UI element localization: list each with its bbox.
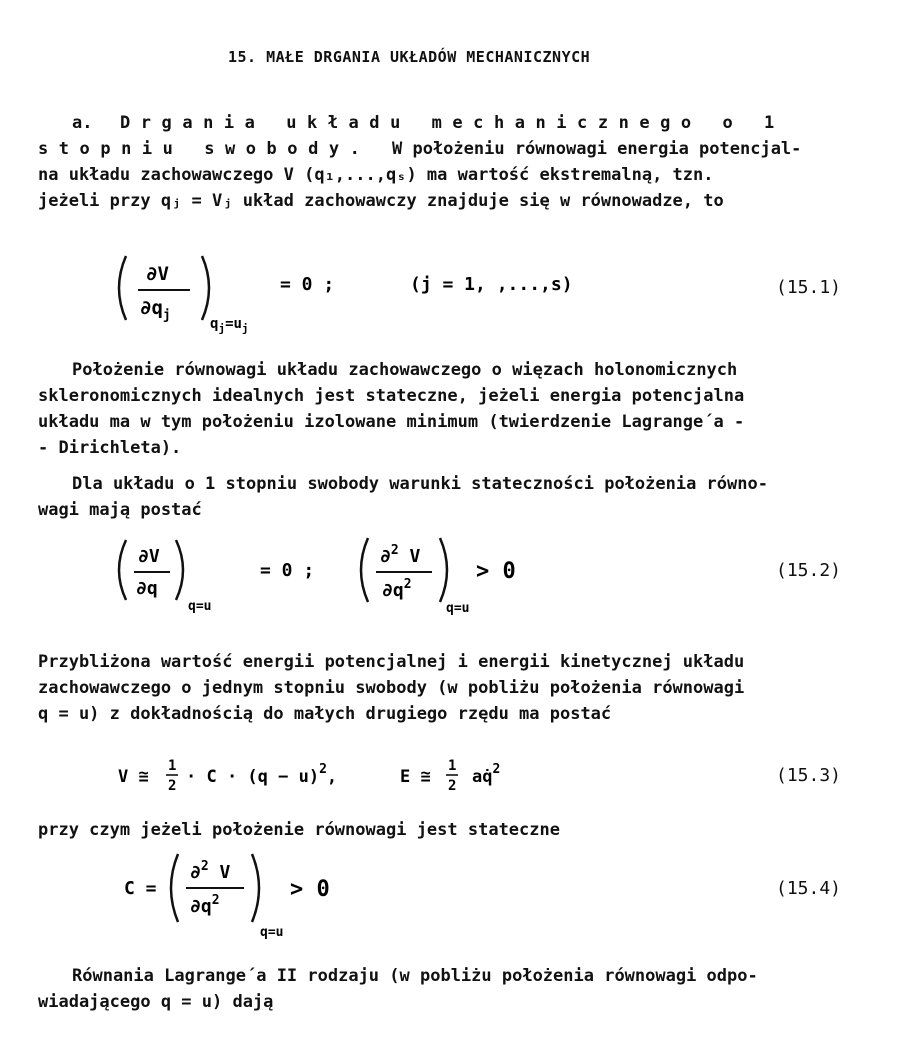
paragraph-3-line-2: wagi mają postać — [38, 500, 202, 520]
equation-15-1-label: (15.1) — [776, 277, 842, 298]
svg-text:1: 1 — [448, 758, 457, 774]
svg-text:· C · (q − u)2,: · $C \cdot (q - u)^2$, — [186, 762, 338, 787]
svg-text:∂q2: $\partial q^2$ — [190, 893, 220, 917]
svg-text:∂2 V: ∂$^2$ V — [380, 543, 421, 567]
paragraph-6-line-2: wiadającego q = u) dają — [38, 992, 274, 1012]
svg-text:∂qj: $\partial q_j$ — [140, 297, 171, 323]
subsection-heading-line2: stopniu swobody. — [38, 139, 371, 159]
paragraph-3-line-1: Dla układu o 1 stopniu swobody warunki stateczności położenia równo- — [72, 474, 768, 494]
svg-text:V ≅: V ≅ — [118, 767, 149, 787]
paragraph-6-line-1: Równania Lagrange´a II rodzaju (w pobliżu położenia równowagi odpo- — [72, 966, 758, 986]
equation-15-3-label: (15.3) — [776, 765, 842, 786]
equation-15-3 — [110, 754, 670, 804]
svg-text:q=u: q=u — [446, 601, 470, 616]
section-title: 15. MAŁE DRGANIA UKŁADÓW MECHANICZNYCH — [228, 48, 591, 66]
svg-text:2: 2 — [448, 778, 457, 794]
equation-15-1 — [110, 250, 670, 340]
svg-text:E ≅: E ≅ — [400, 767, 431, 787]
paragraph-2-line-4: - Dirichleta). — [38, 438, 182, 458]
equation-15-4-label: (15.4) — [776, 878, 842, 899]
svg-text:q=u: q=u — [188, 599, 212, 614]
svg-text:= 0 ;: = 0 ; — [280, 274, 335, 295]
paragraph-4-line-3: q = u) z dokładnością do małych drugiego rzędu ma postać — [38, 704, 612, 724]
paragraph-5: przy czym jeżeli położenie równowagi jest stateczne — [38, 820, 560, 840]
subsection-text-line2: W położeniu równowagi energia potencjal- — [392, 139, 802, 159]
subsection-text-line3: na układu zachowawczego V (q₁,...,qₛ) ma wartość ekstremalną, tzn. — [38, 165, 714, 185]
svg-text:= 0 ;: = 0 ; — [260, 560, 315, 581]
equation-15-2-label: (15.2) — [776, 560, 842, 581]
paragraph-2-line-2: skleronomicznych idealnych jest stateczne, jeżeli energia potencjalna — [38, 386, 745, 406]
svg-text:qj=uj: $q_j=u_j$ — [210, 316, 249, 335]
svg-text:> 0: > 0 — [476, 559, 516, 584]
svg-text:∂q2: $\partial q^2$ — [382, 577, 412, 601]
subsection-label: a. — [72, 113, 93, 133]
equation-15-2 — [110, 532, 670, 622]
svg-text:aq̇2: aq̇$^2$ — [472, 762, 501, 787]
subsection-text-line4: jeżeli przy qⱼ = Vⱼ układ zachowawczy znajduje się w równowadze, to — [38, 191, 724, 211]
svg-text:1: 1 — [168, 758, 177, 774]
svg-text:> 0: > 0 — [290, 877, 330, 902]
paragraph-4-line-2: zachowawczego o jednym stopniu swobody (w pobliżu położenia równowagi — [38, 678, 745, 698]
paragraph-2-line-3: układu ma w tym położeniu izolowane minimum (twierdzenie Lagrange´a - — [38, 412, 745, 432]
subsection-heading-line1: Drgania układu mechanicznego o 1 — [120, 113, 785, 133]
svg-text:∂2 V: ∂$^2$ V — [190, 859, 231, 883]
svg-text:(j = 1, ,...,s): (j = 1, ,...,s) — [410, 274, 573, 295]
svg-text:q=u: q=u — [260, 925, 284, 940]
equation-15-4 — [110, 848, 670, 942]
paragraph-4-line-1: Przybliżona wartość energii potencjalnej i energii kinetycznej układu — [38, 652, 745, 672]
svg-text:2: 2 — [168, 778, 177, 794]
svg-text:C =: C = — [124, 878, 157, 899]
svg-text:∂q: ∂q — [136, 578, 158, 599]
svg-text:∂V: ∂V — [146, 263, 169, 285]
svg-text:∂V: ∂V — [138, 546, 160, 567]
paragraph-2-line-1: Położenie równowagi układu zachowawczego o więzach holonomicznych — [72, 360, 738, 380]
